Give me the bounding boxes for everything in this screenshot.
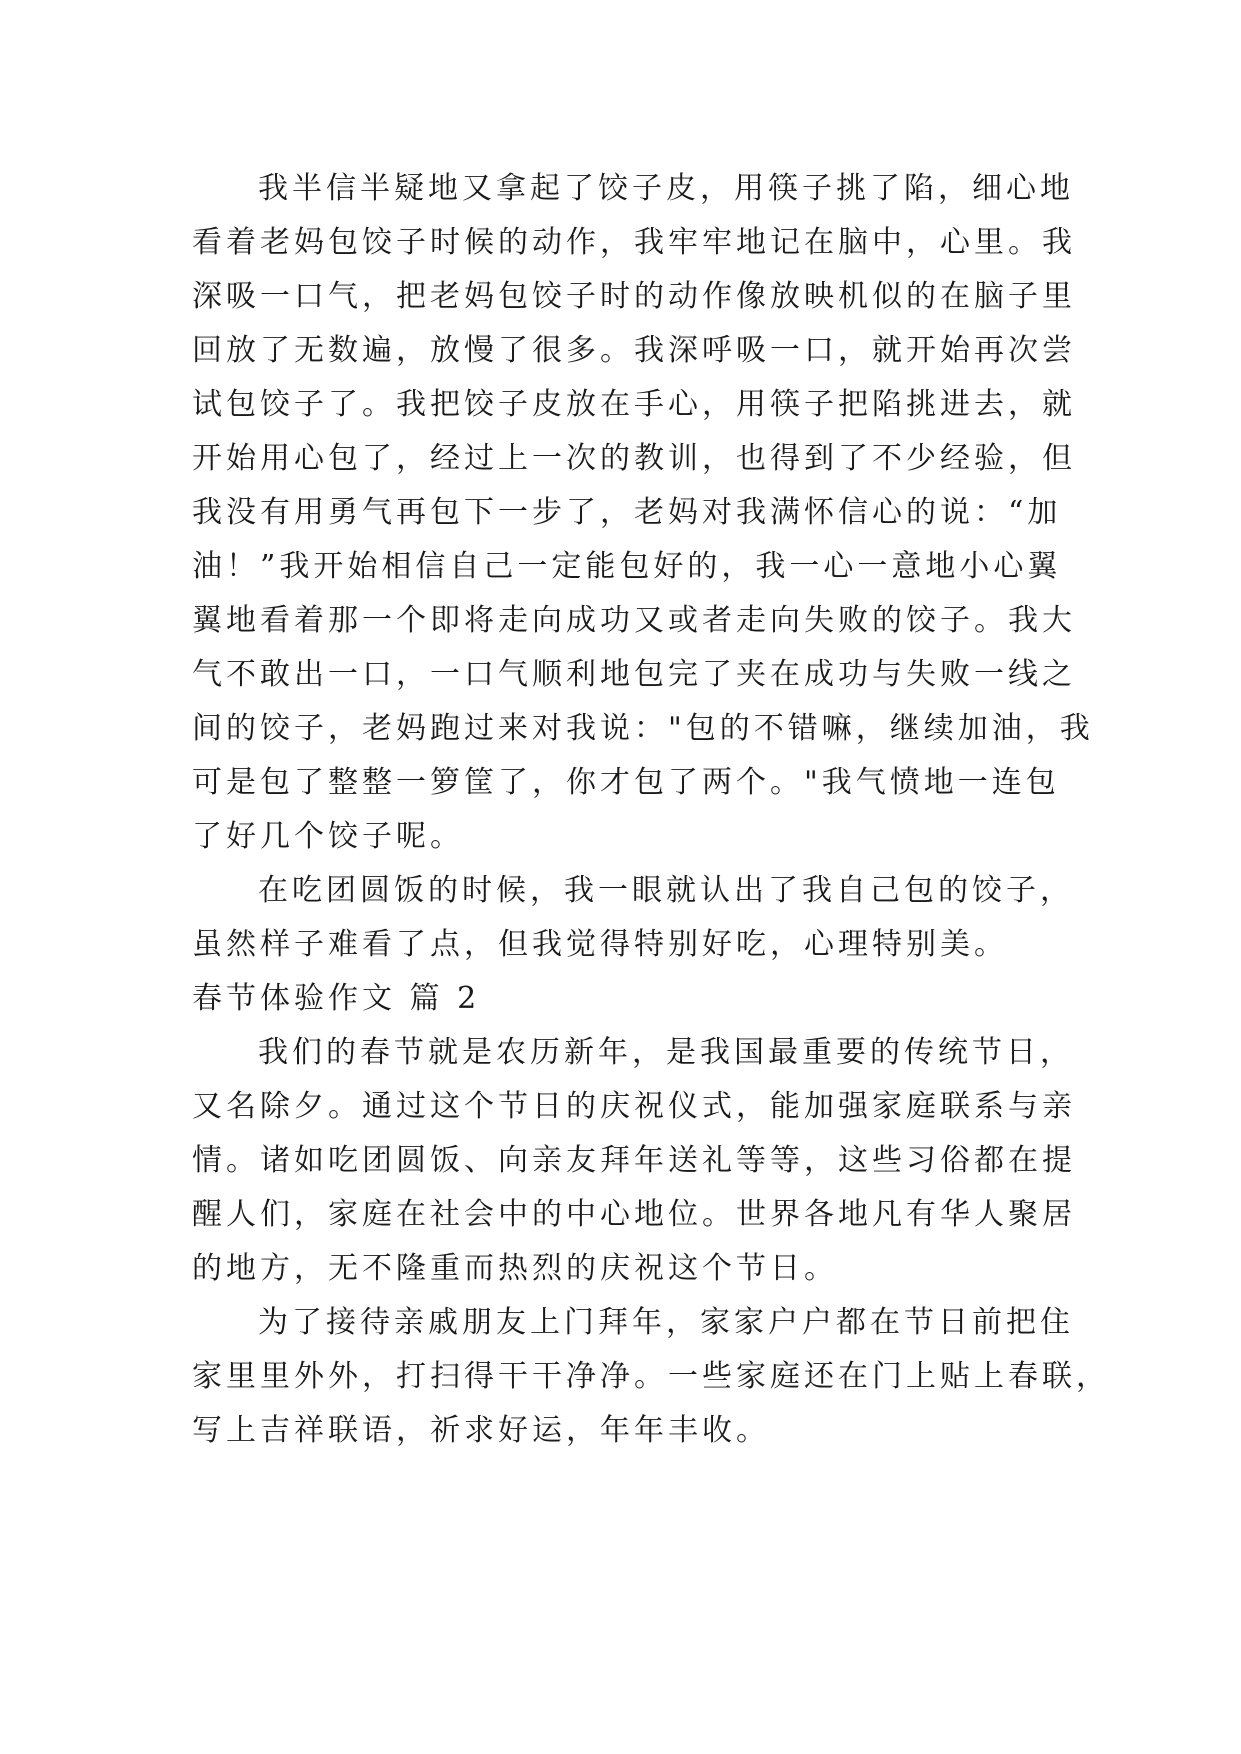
text-line: 为了接待亲戚朋友上门拜年，家家户户都在节日前把住 [258,1305,1074,1340]
text-line: 翼地看着那一个即将走向成功又或者走向失败的饺子。我大 [192,603,1076,638]
text-line: 家里里外外，打扫得干干净净。一些家庭还在门上贴上春联， [192,1359,1110,1394]
text-line: 的地方，无不隆重而热烈的庆祝这个节日。 [192,1251,838,1286]
text-line: 情。诸如吃团圆饭、向亲友拜年送礼等等，这些习俗都在提 [192,1143,1076,1178]
text-line: 间的饺子，老妈跑过来对我说："包的不错嘛，继续加油，我 [192,711,1094,746]
text-line: 我半信半疑地又拿起了饺子皮，用筷子挑了陷，细心地 [258,171,1074,206]
text-line: 写上吉祥联语，祈求好运，年年丰收。 [192,1413,770,1448]
text-line: 深吸一口气，把老妈包饺子时的动作像放映机似的在脑子里 [192,279,1076,314]
text-line: 回放了无数遍，放慢了很多。我深呼吸一口，就开始再次尝 [192,333,1076,368]
paragraph-spring-festival-intro [192,1026,1076,1296]
document-body [192,162,1110,1458]
text-line: 气不敢出一口，一口气顺利地包完了夹在成功与失败一线之 [192,657,1076,692]
text-line: 可是包了整整一箩筐了，你才包了两个。"我气愤地一连包 [192,765,1060,800]
text-line: 我没有用勇气再包下一步了，老妈对我满怀信心的说：“加 [192,495,1062,530]
paragraph-new-year-cleaning [192,1296,1110,1458]
text-line: 醒人们，家庭在社会中的中心地位。世界各地凡有华人聚居 [192,1197,1076,1232]
section-heading: 春节体验作文 篇 2 [192,981,481,1016]
text-line: 试包饺子了。我把饺子皮放在手心，用筷子把陷挑进去，就 [192,387,1076,422]
text-line: 虽然样子难看了点，但我觉得特别好吃，心理特别美。 [192,927,1008,962]
text-line: 开始用心包了，经过上一次的教训，也得到了不少经验，但 [192,441,1076,476]
text-line: 我们的春节就是农历新年，是我国最重要的传统节日， [258,1035,1074,1070]
paragraph-reunion-dinner [192,864,1074,972]
text-line: 了好几个饺子呢。 [192,819,464,854]
text-line: 在吃团圆饭的时候，我一眼就认出了我自己包的饺子， [258,873,1074,908]
text-line: 又名除夕。通过这个节日的庆祝仪式，能加强家庭联系与亲 [192,1089,1076,1124]
text-line: 看着老妈包饺子时候的动作，我牢牢地记在脑中，心里。我 [192,225,1076,260]
paragraph-dumpling-attempt [192,162,1094,864]
text-line: 油！”我开始相信自己一定能包好的，我一心一意地小心翼 [192,549,1062,584]
